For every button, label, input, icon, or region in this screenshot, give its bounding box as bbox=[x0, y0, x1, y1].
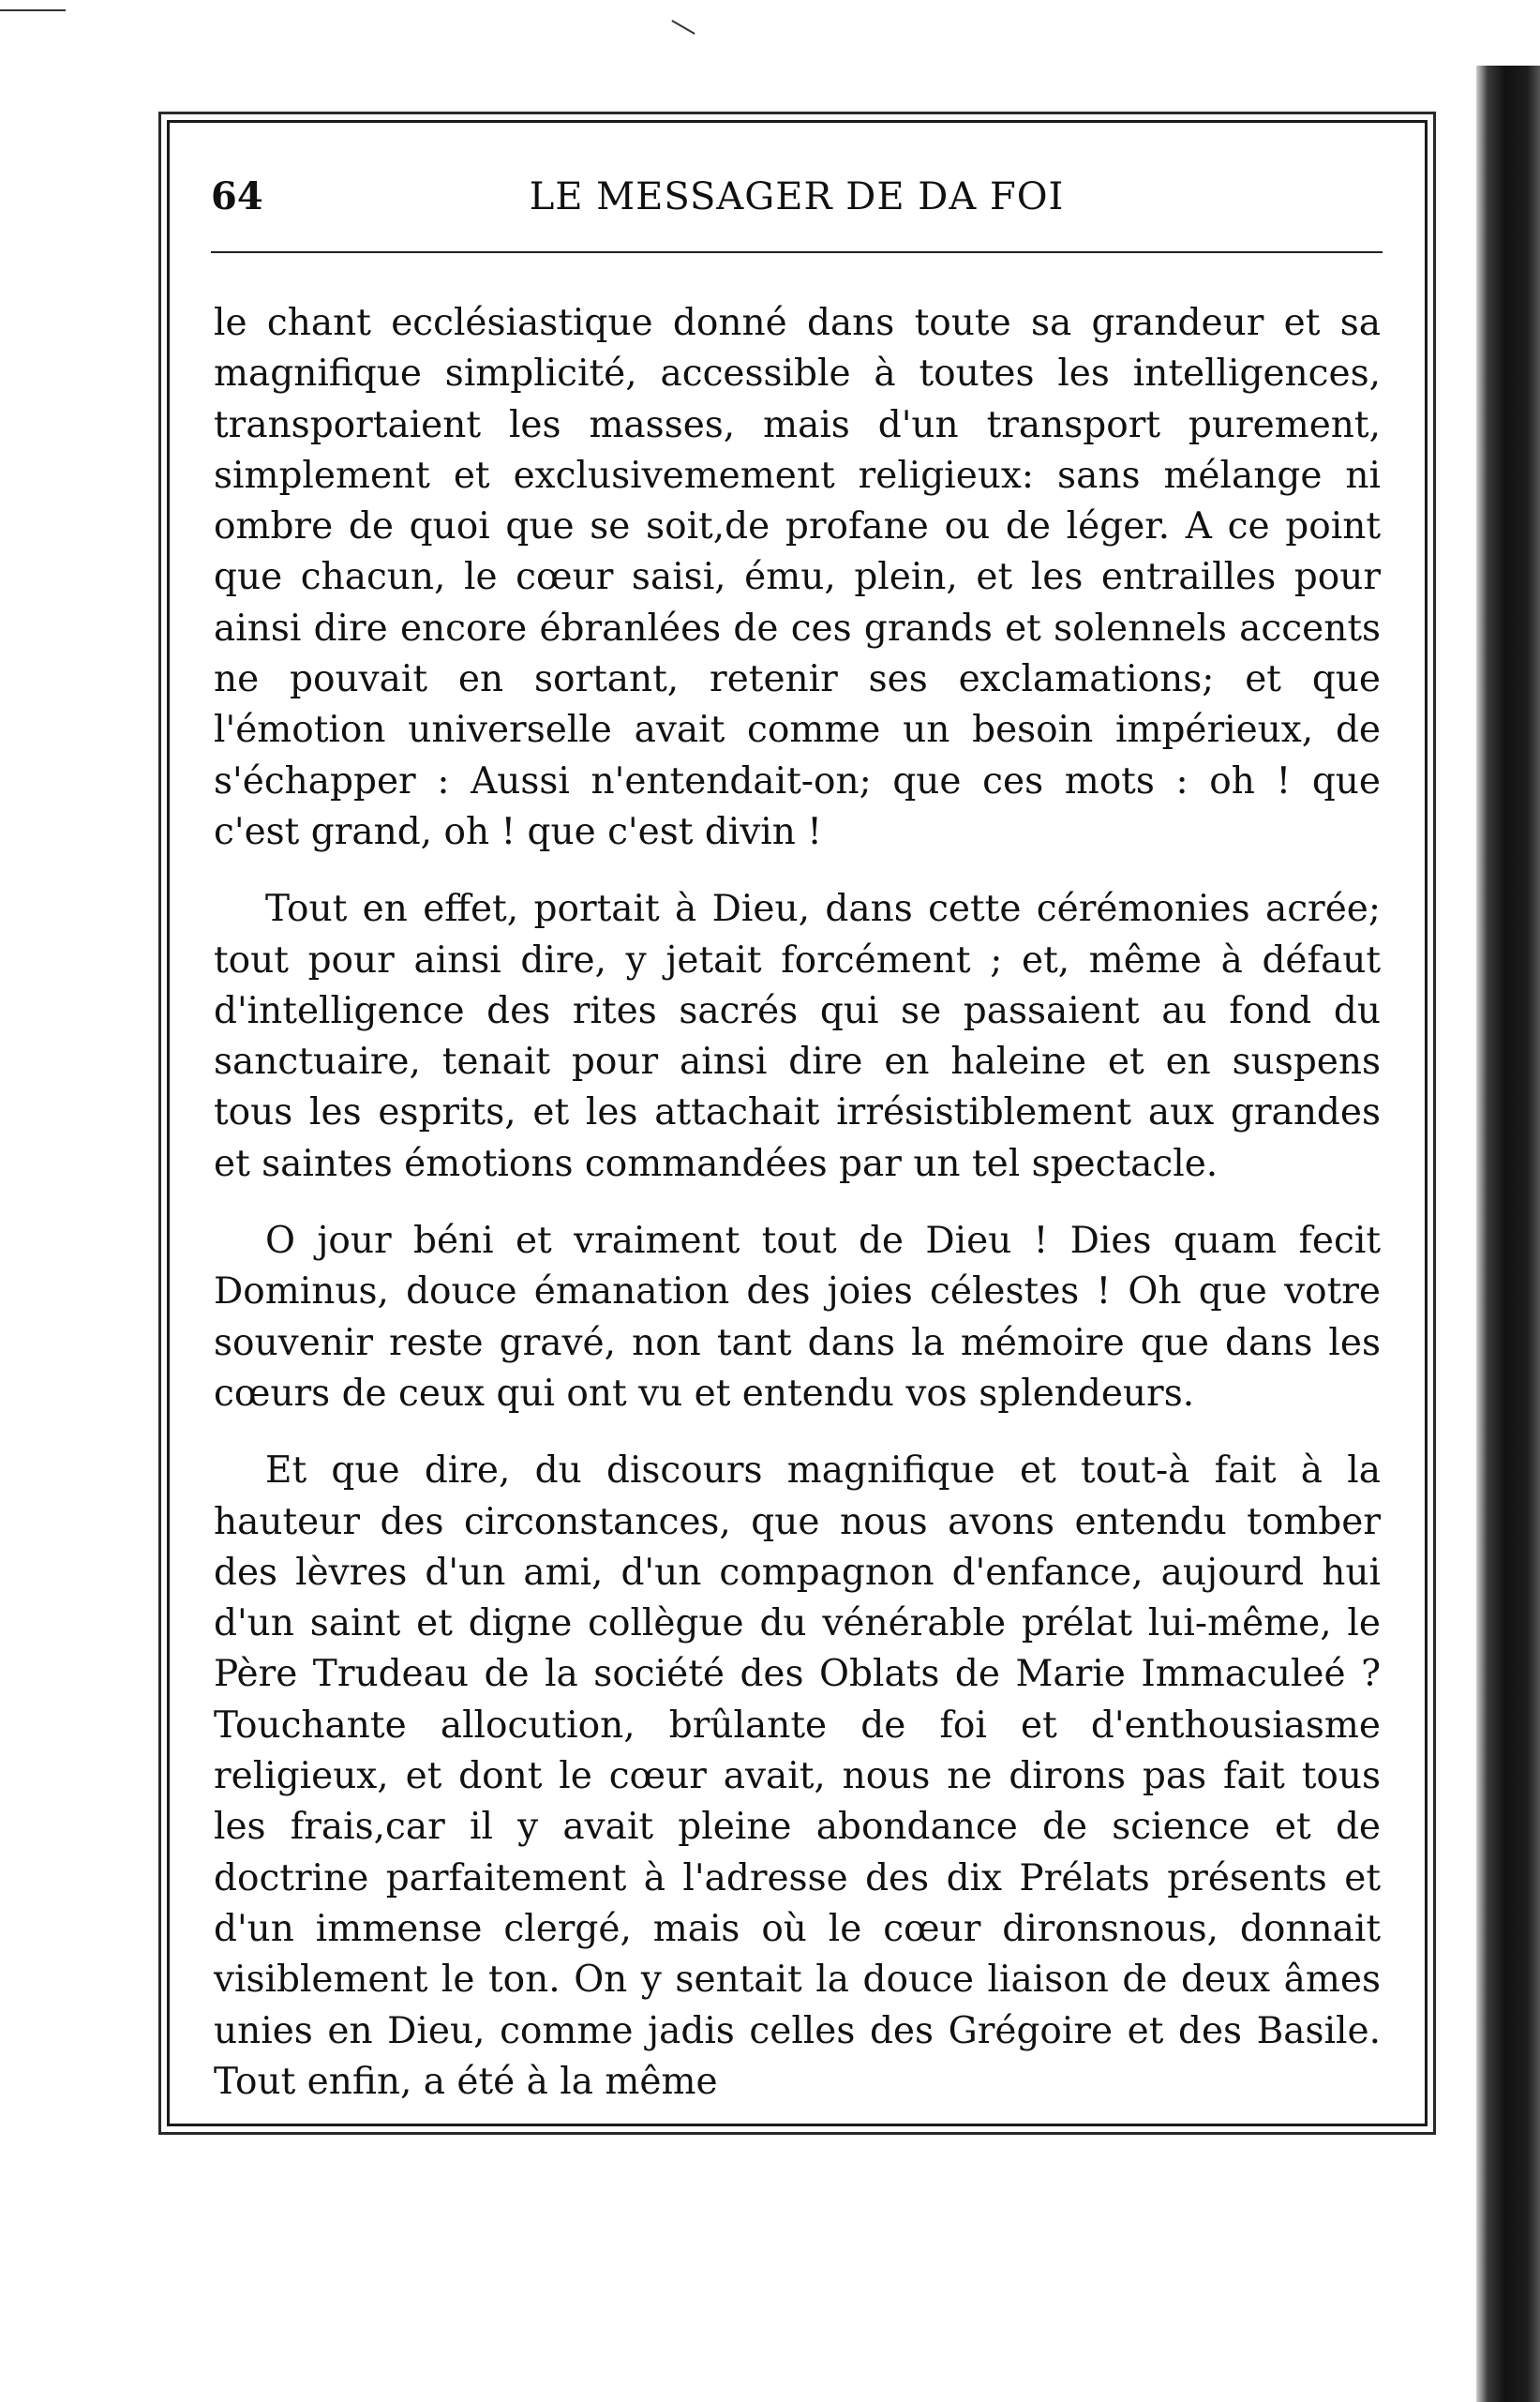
paragraph-4: Et que dire, du discours magnifique et tout-à fait à la hauteur des circonstances, que nous avons entendu tomber des lèvres d'un ami, d'un compagnon d'enfance, aujourd hui d'un saint et digne collègue du vénérable prélat lui-même, le Père Trudeau de la société des Oblats de Marie Immaculeé ? Touchante allocution, brûlante de foi et d'enthousiasme religieux, et dont le cœur avait, nous ne dirons pas fait tous les frais,car il y avait pleine abondance de science et de doctrine parfaitement à l'adresse des dix Prélats présents et d'un immense clergé, mais où le cœur dironsnous, donnait visiblement le ton. On y sentait la douce liaison de deux âmes unies en Dieu, comme jadis celles des Grégoire et des Basile. Tout enfin, a été à la même bbox=[214, 1449, 1381, 2103]
body-text bbox=[214, 298, 1381, 2108]
scan-mark-top-center bbox=[671, 20, 695, 35]
page-header bbox=[211, 169, 1383, 225]
scan-mark-top-left bbox=[0, 9, 66, 11]
paragraph-3: O jour béni et vraiment tout de Dieu ! Dies quam fecit Dominus, douce émanation des joies célestes ! Oh que votre souvenir reste gravé, non tant dans la mémoire que dans les cœurs de ceux qui ont vu et entendu vos splendeurs. bbox=[214, 1220, 1381, 1415]
header-divider bbox=[211, 251, 1383, 253]
paragraph-1: le chant ecclésiastique donné dans toute sa grandeur et sa magnifique simplicité, accessible à toutes les intelligences, transportaient les masses, mais d'un transport purement, simplement et exclusivemement religieux: sans mélange ni ombre de quoi que se soit,de profane ou de léger. A ce point que chacun, le cœur saisi, ému, plein, et les entrailles pour ainsi dire encore ébranlées de ces grands et solennels accents ne pouvait en sortant, retenir ses exclamations; et que l'émotion universelle avait comme un besoin impérieux, de s'échapper : Aussi n'entendait-on; que ces mots : oh ! que c'est grand, oh ! que c'est divin ! bbox=[214, 302, 1381, 853]
book-binding-edge bbox=[1476, 66, 1540, 2402]
running-title: LE MESSAGER DE DA FOI bbox=[529, 175, 1065, 218]
page-number: 64 bbox=[211, 174, 263, 218]
paragraph-2: Tout en effet, portait à Dieu, dans cette cérémonies acrée; tout pour ainsi dire, y jetait forcément ; et, même à défaut d'intelligence des rites sacrés qui se passaient au fond du sanctuaire, tenait pour ainsi dire en haleine et en suspens tous les esprits, et les attachait irrésistiblement aux grandes et saintes émotions commandées par un tel spectacle. bbox=[214, 888, 1381, 1185]
